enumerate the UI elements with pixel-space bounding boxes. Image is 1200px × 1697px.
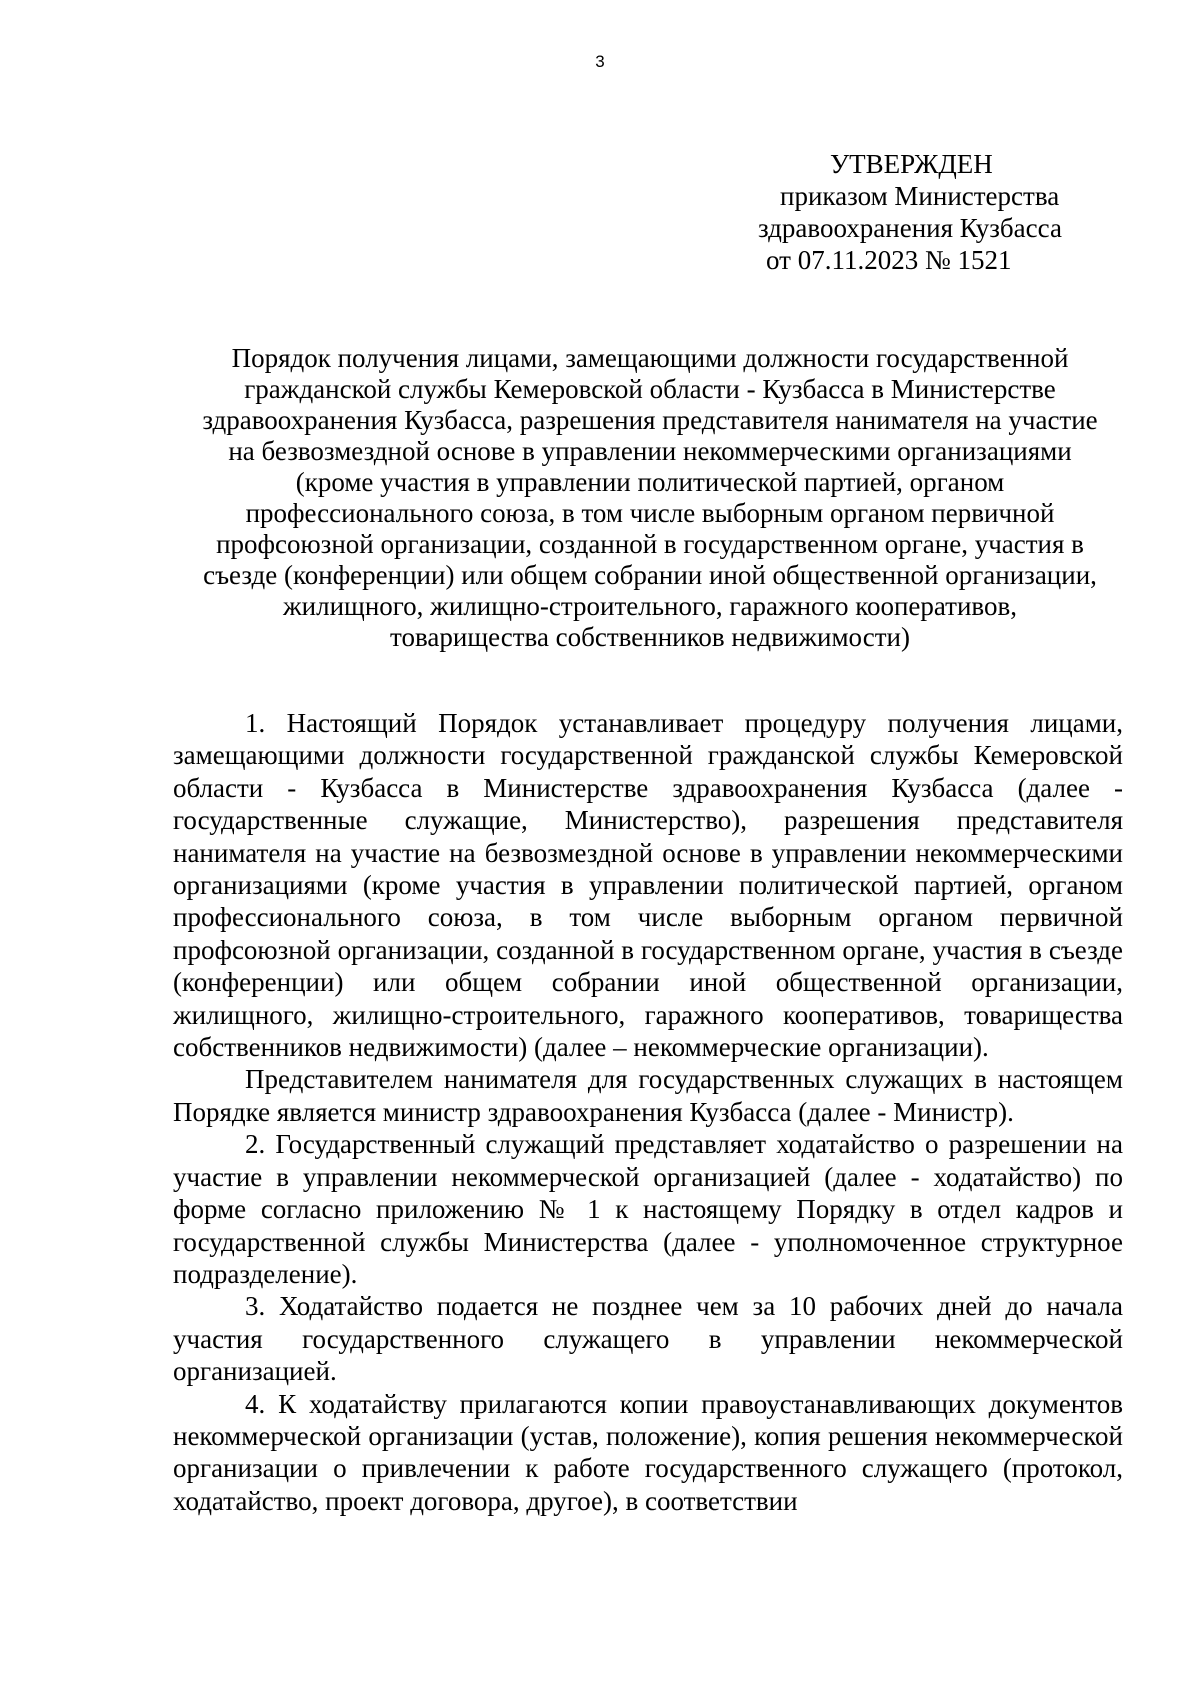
document-body [173,707,1123,1517]
approval-heading: УТВЕРЖДЕН [830,149,993,179]
paragraph-4: 4. К ходатайству прилагаются копии правоустанавливающих документов некоммерческой организации (устав, положение), копия решения некоммерческой организации о привлечении к работе государственного служащего (протокол, ходатайство, проект договора, другое), в соответствии [173,1388,1123,1516]
title-line: товарищества собственников недвижимости) [390,622,910,652]
page-number: 3 [595,52,605,71]
title-line: (кроме участия в управлении политической партией, органом [295,467,1005,497]
title-line: жилищного, жилищно-строительного, гаражного кооперативов, [283,591,1017,621]
paragraph-representative: Представителем нанимателя для государственных служащих в настоящем Порядке является министр здравоохранения Кузбасса (далее - Министр). [173,1064,1123,1127]
document-title [170,343,1130,653]
approval-ministry-line: здравоохранения Кузбасса [758,213,1062,243]
title-line: здравоохранения Кузбасса, разрешения представителя нанимателя на участие [202,405,1098,435]
approval-block [758,148,1120,276]
approval-date-number: от 07.11.2023 № 1521 [766,245,1012,275]
title-line: Порядок получения лицами, замещающими должности государственной [231,343,1069,373]
title-line: гражданской службы Кемеровской области - Кузбасса в Министерстве [244,374,1056,404]
paragraph-2: 2. Государственный служащий представляет ходатайство о разрешении на участие в управлении некоммерческой организацией (далее - ходатайство) по форме согласно приложению № 1 к настоящему Порядку в отдел кадров и государственной службы Министерства (далее - уполномоченное структурное подразделение). [173,1129,1123,1289]
approval-order-line: приказом Министерства [780,181,1060,211]
title-line: профсоюзной организации, созданной в государственном органе, участия в [216,529,1084,559]
title-line: съезде (конференции) или общем собрании иной общественной организации, [203,560,1097,590]
paragraph-1: 1. Настоящий Порядок устанавливает процедуру получения лицами, замещающими должности государственной гражданской службы Кемеровской области - Кузбасса в Министерстве здравоохранения Кузбасса (далее - государственные служащие, Министерство), разрешения представителя нанимателя на участие на безвозмездной основе в управлении некоммерческими организациями (кроме участия в управлении политической партией, органом профессионального союза, в том числе выборным органом первичной профсоюзной организации, созданной в государственном органе, участия в съезде (конференции) или общем собрании иной общественной организации, жилищного, жилищно-строительного, гаражного кооперативов, товарищества собственников недвижимости) (далее – некоммерческие организации). [173,708,1123,1063]
title-line: профессионального союза, в том числе выборным органом первичной [245,498,1055,528]
title-line: на безвозмездной основе в управлении некоммерческими организациями [228,436,1072,466]
paragraph-3: 3. Ходатайство подается не позднее чем за 10 рабочих дней до начала участия государственного служащего в управлении некоммерческой организацией. [173,1291,1123,1387]
